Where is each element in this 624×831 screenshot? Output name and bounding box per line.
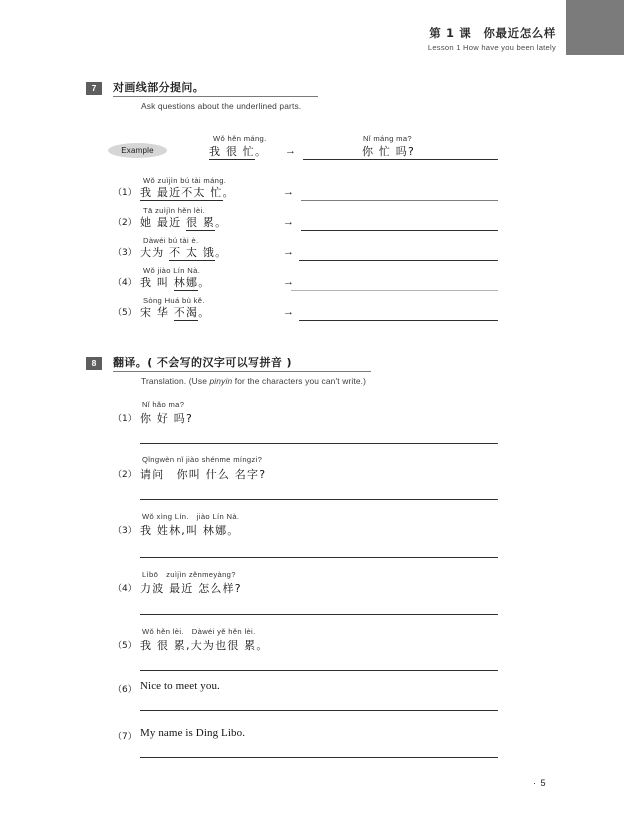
example-answer-hanzi: 你 忙 吗?	[362, 145, 416, 158]
exercise-8-hanzi-3: 我 姓林,叫 林娜。	[140, 524, 240, 537]
exercise-7-arrow-icon-5: →	[283, 306, 294, 318]
exercise-7-title-english: Ask questions about the underlined parts.	[141, 101, 302, 111]
exercise-8-index-2: （2）	[113, 470, 137, 480]
exercise-7-answer-line-1[interactable]	[301, 200, 498, 201]
exercise-8-hanzi-1: 你 好 吗?	[140, 412, 194, 425]
exercise-7-header	[0, 82, 624, 118]
exercise-8-index-5: （5）	[113, 641, 137, 651]
exercise-7-answer-line-5[interactable]	[299, 320, 498, 321]
hanzi-prefix-5: 宋 华	[140, 306, 174, 319]
example-answer-line	[303, 159, 498, 160]
exercise-7-title-rule	[113, 96, 318, 97]
hanzi-tail-5: 。	[198, 306, 211, 319]
hanzi-underlined-4: 林娜	[173, 276, 199, 289]
exercise-7-item-hanzi-2	[140, 214, 227, 230]
exercise-7-item-index-2: （2）	[113, 218, 137, 228]
running-header	[428, 26, 556, 53]
example-hanzi-tail: 。	[255, 145, 268, 158]
hanzi-tail-4: 。	[198, 276, 211, 289]
exercise-7-row-3	[0, 232, 624, 264]
hanzi-prefix-4: 我 叫	[140, 276, 174, 289]
exercise-8-answer-line-1[interactable]	[140, 443, 498, 444]
exercise-8-english-6: Nice to meet you.	[140, 680, 220, 692]
exercise-8-title-chinese: 翻译。( 不会写的汉字可以写拼音 )	[113, 356, 292, 369]
page-number: · 5	[533, 778, 547, 788]
lesson-title-chinese: 第 1 课 你最近怎么样	[429, 26, 556, 40]
exercise-8-index-6: （6）	[113, 685, 137, 695]
exercise-7-item-index-5: （5）	[113, 308, 137, 318]
exercise-8-index-1: （1）	[113, 414, 137, 424]
exercise-8-header	[0, 357, 624, 393]
exercise-7-example-row	[0, 130, 624, 162]
title-en-pre: Translation. (Use	[141, 376, 210, 386]
hanzi-underlined-5: 不渴	[173, 306, 199, 319]
exercise-7-item-pinyin-2: Tā zuìjìn hěn lèi.	[143, 206, 206, 215]
exercise-8-answer-line-5[interactable]	[140, 670, 498, 671]
hanzi-underlined-1: 我 最近不太 忙	[140, 186, 223, 199]
exercise-8-pinyin-4: Lìbō zuìjìn zěnmeyàng?	[142, 570, 236, 579]
exercise-8-answer-line-2[interactable]	[140, 499, 498, 500]
exercise-7-item-index-3: （3）	[113, 248, 137, 258]
exercise-7-item-pinyin-4: Wǒ jiào Lín Nà.	[143, 266, 201, 275]
exercise-8-pinyin-2: Qǐngwèn nǐ jiào shénme míngzi?	[142, 455, 263, 464]
exercise-8-pinyin-5: Wǒ hěn lèi. Dàwéi yě hěn lèi.	[142, 627, 256, 636]
hanzi-underlined-3: 不 太 饿	[169, 246, 216, 259]
exercise-7-item-pinyin-1: Wǒ zuìjìn bú tài máng.	[143, 176, 227, 185]
exercise-7-title-chinese: 对画线部分提问。	[113, 81, 205, 94]
lesson-title-english: Lesson 1 How have you been lately	[427, 43, 556, 53]
exercise-8-answer-line-4[interactable]	[140, 614, 498, 615]
exercise-7-row-1	[0, 172, 624, 204]
hanzi-tail-1: 。	[222, 186, 235, 199]
exercise-8-number: 8	[86, 357, 102, 370]
exercise-8-index-3: （3）	[113, 526, 137, 536]
exercise-7-item-hanzi-4	[140, 274, 210, 290]
exercise-7-section	[0, 82, 624, 118]
exercise-8-section	[0, 357, 624, 393]
exercise-7-row-5	[0, 292, 624, 324]
exercise-7-arrow-icon-2: →	[283, 216, 294, 228]
exercise-7-answer-line-4[interactable]	[291, 290, 498, 291]
title-en-post: for the characters you can't write.)	[232, 376, 367, 386]
hanzi-prefix-3: 大为	[140, 246, 170, 259]
exercise-8-pinyin-1: Nǐ hǎo ma?	[142, 400, 185, 409]
header-corner-tab	[566, 0, 624, 55]
exercise-7-item-hanzi-5	[140, 304, 210, 320]
exercise-7-row-4	[0, 262, 624, 294]
exercise-7-item-index-4: （4）	[113, 278, 137, 288]
exercise-7-item-pinyin-3: Dàwéi bú tài è.	[143, 236, 199, 245]
exercise-7-answer-line-3[interactable]	[299, 260, 498, 261]
exercise-7-item-index-1: （1）	[113, 188, 137, 198]
example-pinyin: Wǒ hěn máng.	[213, 134, 267, 143]
exercise-7-answer-line-2[interactable]	[301, 230, 498, 231]
exercise-8-hanzi-5: 我 很 累,大为也很 累。	[140, 639, 269, 652]
hanzi-underlined-2: 很 累	[186, 216, 216, 229]
example-answer-pinyin: Nǐ máng ma?	[363, 134, 413, 143]
example-arrow-icon: →	[285, 145, 296, 157]
exercise-7-number: 7	[86, 82, 102, 95]
exercise-8-answer-line-3[interactable]	[140, 557, 498, 558]
exercise-7-item-pinyin-5: Sòng Huá bù kě.	[143, 296, 205, 305]
exercise-7-item-hanzi-1	[140, 184, 235, 200]
exercise-7-arrow-icon-4: →	[283, 276, 294, 288]
example-hanzi	[209, 143, 267, 159]
exercise-8-hanzi-2: 请问 你叫 什么 名字?	[140, 468, 267, 481]
exercise-8-index-4: （4）	[113, 584, 137, 594]
exercise-7-arrow-icon-1: →	[283, 186, 294, 198]
exercise-8-title-english	[141, 376, 366, 386]
hanzi-tail-3: 。	[215, 246, 228, 259]
example-badge: Example	[108, 143, 167, 158]
title-en-italic: pinyin	[209, 376, 233, 386]
exercise-7-row-2	[0, 202, 624, 234]
example-hanzi-underlined: 我 很 忙	[209, 145, 255, 158]
exercise-8-title-rule	[113, 371, 371, 372]
exercise-7-item-hanzi-3	[140, 244, 227, 260]
exercise-8-english-7: My name is Ding Libo.	[140, 727, 246, 739]
exercise-7-arrow-icon-3: →	[283, 246, 294, 258]
exercise-8-answer-line-6[interactable]	[140, 710, 498, 711]
hanzi-tail-2: 。	[215, 216, 228, 229]
exercise-8-hanzi-4: 力波 最近 怎么样?	[140, 582, 242, 595]
exercise-8-answer-line-7[interactable]	[140, 757, 498, 758]
hanzi-prefix-2: 她 最近	[140, 216, 186, 229]
exercise-8-pinyin-3: Wǒ xìng Lín. jiào Lín Nà.	[142, 512, 240, 521]
exercise-8-index-7: （7）	[113, 732, 137, 742]
